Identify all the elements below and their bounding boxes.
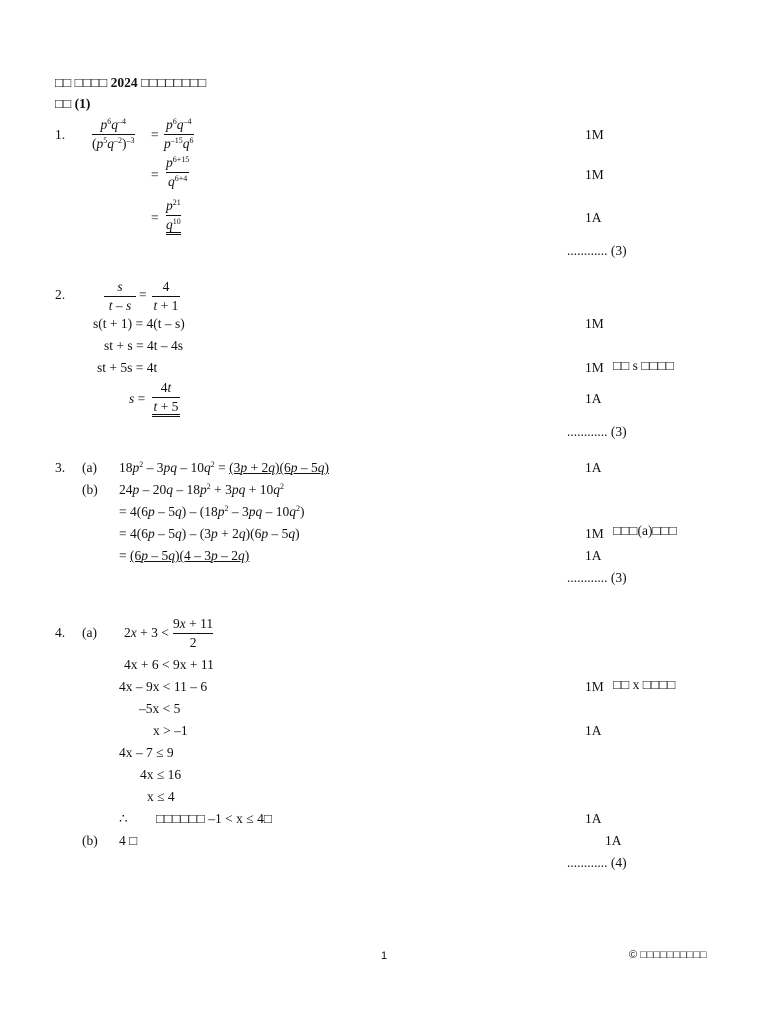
q3-part-b-line-2: = $4(6p - 5q) - (18p^2 - 3pq - 10q^2)$ [119,504,305,519]
q4-mark-3: 1A [585,811,602,826]
q2-total: ............ (3) [567,424,627,439]
q4-note: □□ x □□□□ [613,677,676,692]
q1-step2: $p^{6+15}$ $q^{6+4}$ [166,155,190,189]
q4-part-b-label: (b) [82,833,98,848]
page-number: 1 [381,950,388,962]
q3-part-b-line-3: = 4(6p – 5q) – (3p + 2q)(6p – 5q) [119,526,300,541]
q4-part-b-answer: 4 □ [119,833,138,848]
q3-part-b-line-1: $24p - 20q - 18p^2 + 3pq + 10q^2$ [119,482,284,497]
q4-line-7: x ≤ 4 [147,789,175,804]
q4-line-3: –5x < 5 [139,701,181,716]
q4-conclusion: □□□□□□ –1 < x ≤ 4□ [156,811,272,826]
q1-number: 1. [55,127,66,142]
q3-mark-1: 1A [585,460,602,475]
q1-equals-2: = [151,167,159,182]
q3-note: □□□(a)□□□ [613,523,677,538]
q4-line-2: 4x – 9x < 11 – 6 [119,679,208,694]
q2-mark-2: 1M [585,360,604,375]
q3-total: ............ (3) [567,570,627,585]
q2-number: 2. [55,287,66,302]
copyright: © □□□□□□□□□□ [629,949,707,961]
q3-part-a-line: $18p^2 - 3pq - 10q^2 = (3p + 2q)(6p - 5q)$ [119,460,329,475]
q2-lhs-fraction: s t – s [104,280,136,312]
q1-step1-lhs: $p^6q^{-4}$ $(p^5q^{-2})^{-3}$ [92,117,135,151]
q4-line-1: 4x + 6 < 9x + 11 [124,657,214,672]
q1-mark-2: 1M [585,167,604,182]
q2-equals: = [139,287,147,302]
q1-equals-3: = [151,210,159,225]
q3-mark-3: 1A [585,548,602,563]
q3-number: 3. [55,460,66,475]
q4-therefore: ∴ [119,811,128,826]
q2-answer: 4t t + 5 [152,381,180,417]
q4-line-5: 4x – 7 ≤ 9 [119,745,174,760]
q2-note: □□ s □□□□ [613,358,674,373]
q4-total: ............ (4) [567,855,627,870]
q4-line-6: 4x ≤ 16 [140,767,182,782]
q2-line-1: s(t + 1) = 4(t – s) [93,316,185,331]
q1-answer: $p^{21}$ $q^{10}$ [166,199,181,235]
q2-rhs-fraction: 4 t + 1 [153,279,179,313]
q3-part-b-label: (b) [82,482,98,497]
q4-line-4: x > –1 [153,723,188,738]
q2-line-2: st + s = 4t – 4s [104,338,183,353]
q1-equals-1: = [151,127,159,142]
q3-part-b-line-4: = (6p – 5q)(4 – 3p – 2q) [119,548,250,563]
q3-mark-2: 1M [585,526,604,541]
q2-final-lhs: s = [129,391,146,406]
q4-number: 4. [55,625,66,640]
q1-mark-3: 1A [585,210,602,225]
q4-mark-1: 1M [585,679,604,694]
q2-line-3: st + 5s = 4t [97,360,158,375]
q4-part-a-first-fraction: 9x + 11 2 [173,616,214,650]
q4-mark-2: 1A [585,723,602,738]
q4-part-a-first-lhs: 2x + 3 < [124,625,169,640]
q1-step1-rhs: $p^6q^{-4}$ $p^{-15}q^6$ [164,117,194,151]
q4-mark-4: 1A [605,833,622,848]
document-title: □□ □□□□ 2024 □□□□□□□□ [55,75,207,90]
q2-mark-3: 1A [585,391,602,406]
q1-mark-1: 1M [585,127,604,142]
q4-part-a-label: (a) [82,625,97,640]
q3-part-a-label: (a) [82,460,97,475]
section-title: □□ (1) [55,96,91,111]
q2-mark-1: 1M [585,316,604,331]
q1-total: ............ (3) [567,243,627,258]
